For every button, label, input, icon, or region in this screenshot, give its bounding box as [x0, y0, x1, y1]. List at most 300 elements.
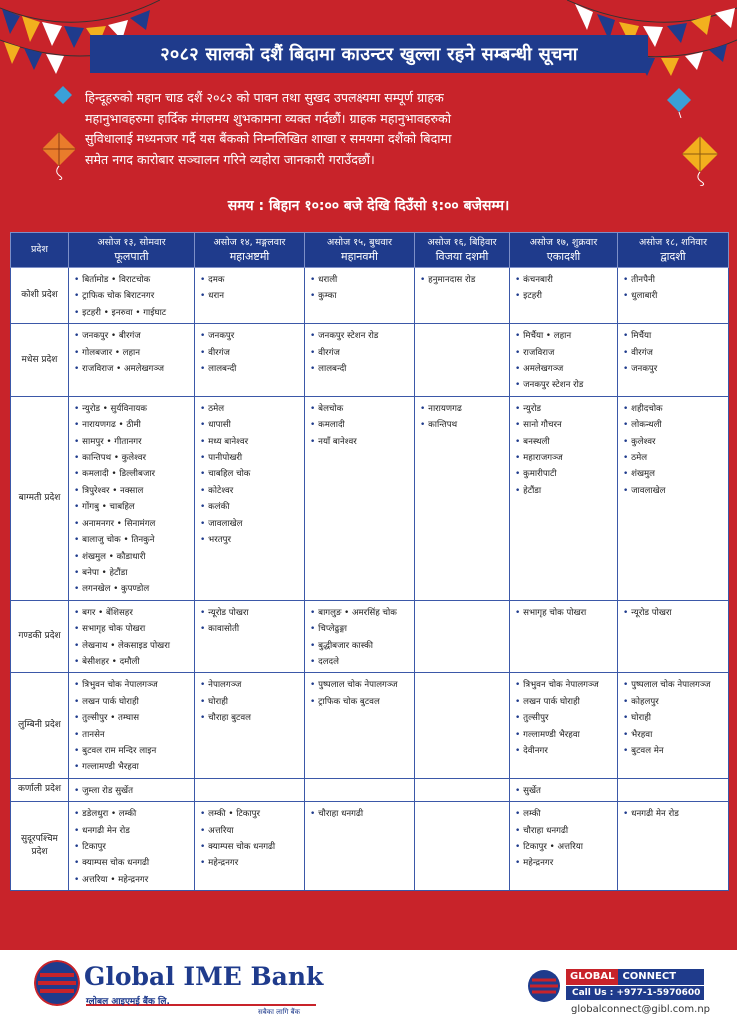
branch-name: कुम्का: [318, 291, 337, 302]
bullet-icon: •: [310, 275, 319, 285]
bullet-icon: •: [515, 825, 524, 836]
bullet-icon: •: [74, 453, 83, 464]
branch-line: [200, 516, 301, 532]
branch-cell: [618, 324, 729, 397]
branch-line: [74, 638, 191, 654]
branch-line: [74, 516, 191, 532]
branch-name: टिकापुर • अत्तरिया: [523, 842, 583, 852]
branch-name: ठमेल: [631, 453, 648, 464]
branch-name: अत्तरिया • महेन्द्रनगर: [82, 874, 149, 885]
branch-line: [200, 417, 301, 433]
branch-line: [74, 806, 191, 822]
branch-name: क्याम्पस चोक धनगढी: [208, 842, 276, 852]
branch-line: [200, 621, 301, 637]
branch-line: [623, 401, 725, 417]
branch-name: सामपुर • गीतानगर: [82, 436, 142, 447]
branch-line: [200, 483, 301, 499]
column-date-label: असोज १६, बिहिवार: [427, 237, 497, 248]
branch-name: इटहरी: [523, 291, 543, 302]
branch-cell: [195, 396, 305, 600]
bullet-icon: •: [74, 436, 83, 447]
branch-line: [74, 839, 191, 855]
bullet-icon: •: [200, 607, 209, 618]
column-festival-day-label: एकादशी: [546, 250, 581, 263]
call-us-phone[interactable]: Call Us : +977-1-5970600: [566, 986, 704, 1000]
bullet-icon: •: [200, 842, 209, 852]
bullet-icon: •: [515, 485, 524, 496]
bullet-icon: •: [623, 453, 632, 464]
bullet-icon: •: [200, 420, 209, 431]
table-row: [11, 778, 729, 801]
bullet-icon: •: [74, 420, 83, 431]
branch-line: [515, 345, 614, 361]
branch-name: नारायणगढ • ठीमी: [82, 420, 141, 431]
bullet-icon: •: [200, 713, 209, 724]
branch-line: [74, 710, 191, 726]
branch-line: [74, 759, 191, 775]
branch-cell: [415, 268, 510, 324]
bullet-icon: •: [310, 656, 319, 667]
branch-line: [200, 466, 301, 482]
branch-name: धनगढी मेन रोड: [631, 809, 679, 820]
bullet-icon: •: [74, 745, 83, 756]
intro-line: समेत नगद कारोबार सञ्चालन गरिने व्यहोरा जानकारी गराउँदछौं।: [85, 151, 375, 167]
bullet-icon: •: [623, 291, 632, 302]
bullet-icon: •: [74, 842, 83, 852]
branch-line: [74, 872, 191, 888]
bullet-icon: •: [515, 275, 524, 285]
bullet-icon: •: [515, 729, 524, 740]
branch-name: न्यूरोड पोखरा: [631, 607, 672, 618]
bullet-icon: •: [200, 624, 209, 635]
branch-line: [623, 450, 725, 466]
branch-line: [200, 677, 301, 693]
branch-cell: [415, 396, 510, 600]
branch-name: न्यूरोड पोखरा: [208, 607, 249, 618]
bullet-icon: •: [515, 380, 524, 391]
branch-name: बुद्धीबजार कास्की: [318, 640, 373, 651]
branch-name: जावलाखेल: [631, 485, 666, 496]
branch-line: [515, 855, 614, 871]
bullet-icon: •: [200, 403, 209, 414]
bullet-icon: •: [200, 825, 209, 836]
branch-name: वीरगंज: [208, 347, 230, 358]
bank-name: Global IME Bank: [84, 962, 324, 991]
bullet-icon: •: [200, 809, 209, 820]
branch-name: लगनखेल • कुपण्डोल: [82, 584, 150, 595]
branch-cell: [510, 802, 618, 891]
branch-cell: [69, 600, 195, 673]
bullet-icon: •: [623, 403, 632, 414]
branch-line: [310, 328, 411, 344]
branch-line: [74, 305, 191, 321]
bullet-icon: •: [623, 745, 632, 756]
bullet-icon: •: [74, 762, 83, 773]
branch-name: ट्राफिक चोक बुटवल: [318, 696, 380, 707]
branch-name: न्युरोड • सुर्यविनायक: [82, 403, 147, 414]
branch-name: जनकपुर स्टेशन रोड: [318, 331, 379, 342]
branch-cell: [510, 600, 618, 673]
branch-line: [74, 694, 191, 710]
bullet-icon: •: [623, 364, 632, 375]
branch-name: वीरगंज: [318, 347, 340, 358]
branch-name: कोटेश्वर: [208, 485, 234, 496]
bullet-icon: •: [74, 825, 83, 836]
intro-line: सुविधालाई मध्यनजर गर्दै यस बैंकको निम्नलिखित शाखा र समयमा दशैंको बिदामा: [85, 131, 452, 146]
branch-line: [200, 345, 301, 361]
branch-line: [74, 605, 191, 621]
bullet-icon: •: [623, 469, 632, 480]
kite-icon: [42, 132, 76, 180]
bank-slogan: सबैका लागि बैंक: [258, 1008, 301, 1016]
branch-cell: [305, 396, 415, 600]
branch-line: [515, 328, 614, 344]
branch-line: [310, 621, 411, 637]
branch-line: [623, 417, 725, 433]
column-header-date: [305, 233, 415, 268]
branch-cell: [415, 673, 510, 778]
bullet-icon: •: [515, 745, 524, 756]
bullet-icon: •: [74, 502, 83, 513]
branch-line: [515, 677, 614, 693]
branch-line: [74, 621, 191, 637]
branch-name: तुल्सीपुर • तम्घास: [82, 713, 140, 724]
branch-name: अत्तरिया: [208, 825, 234, 836]
branch-line: [310, 434, 411, 450]
bullet-icon: •: [74, 403, 83, 414]
bullet-icon: •: [200, 502, 209, 513]
branch-line: [74, 345, 191, 361]
table-row: [11, 673, 729, 778]
branch-line: [74, 855, 191, 871]
branch-line: [515, 823, 614, 839]
branch-line: [515, 727, 614, 743]
province-name: सुदूरपश्चिम प्रदेश: [11, 802, 69, 891]
bullet-icon: •: [74, 364, 83, 375]
column-header-date: [195, 233, 305, 268]
branch-name: लखन पार्क घोराही: [523, 696, 580, 707]
branch-name: ट्राफिक चोक बिराटनगर: [82, 291, 155, 302]
branch-line: [310, 677, 411, 693]
branch-name: राजविराज • अमलेखगञ्ज: [82, 364, 165, 375]
branch-line: [74, 417, 191, 433]
branch-line: [623, 345, 725, 361]
bank-logo-icon: [34, 960, 80, 1006]
branch-line: [623, 806, 725, 822]
branch-line: [623, 743, 725, 759]
branch-name: धराली: [318, 275, 338, 285]
branch-name: बनस्थली: [523, 436, 550, 447]
branch-line: [74, 466, 191, 482]
bullet-icon: •: [74, 809, 83, 820]
bullet-icon: •: [623, 729, 632, 740]
branch-name: अनामनगर • सिनामंगल: [82, 518, 156, 529]
branch-cell: [618, 778, 729, 801]
bullet-icon: •: [420, 420, 429, 431]
branch-name: चिप्लेढुङ्गा: [318, 624, 347, 635]
branch-name: भैरहवा: [631, 729, 653, 740]
branch-cell: [618, 600, 729, 673]
branch-name: इटहरी • इनरुवा • गाईघाट: [82, 307, 167, 318]
branch-line: [200, 839, 301, 855]
global-connect-word-1: GLOBAL: [566, 969, 618, 985]
bullet-icon: •: [200, 680, 209, 691]
branch-line: [200, 806, 301, 822]
province-name: गण्डकी प्रदेश: [11, 600, 69, 673]
table-body: [11, 268, 729, 891]
bullet-icon: •: [74, 680, 83, 691]
branch-cell: [195, 778, 305, 801]
bullet-icon: •: [515, 607, 524, 618]
column-header-date: [415, 233, 510, 268]
kite-icon: [682, 136, 718, 186]
bullet-icon: •: [200, 858, 209, 869]
bullet-icon: •: [74, 624, 83, 635]
bullet-icon: •: [515, 809, 524, 820]
bullet-icon: •: [74, 656, 83, 667]
branch-line: [623, 466, 725, 482]
branch-name: कमलादी: [318, 420, 345, 431]
branch-line: [200, 450, 301, 466]
branch-name: जनकपुर: [631, 364, 658, 375]
branch-line: [310, 417, 411, 433]
bullet-icon: •: [310, 403, 319, 414]
branch-cell: [415, 600, 510, 673]
branch-name: बागलुङ • अमरसिंह चोक: [318, 607, 397, 618]
branch-line: [200, 532, 301, 548]
bullet-icon: •: [74, 275, 83, 285]
branch-line: [515, 783, 614, 799]
branch-cell: [618, 268, 729, 324]
branch-name: लालबन्दी: [318, 364, 347, 375]
branch-line: [310, 806, 411, 822]
branch-line: [74, 677, 191, 693]
branch-name: मिर्चैया: [631, 331, 652, 342]
branch-name: बेसीशहर • दमौली: [82, 656, 140, 667]
bullet-icon: •: [623, 713, 632, 724]
branch-name: बालाजु चोक • तिनकुने: [82, 535, 155, 546]
bullet-icon: •: [200, 291, 209, 302]
bullet-icon: •: [623, 607, 632, 618]
branch-name: गल्लामण्डी भैरहवा: [523, 729, 580, 740]
branch-line: [74, 654, 191, 670]
branch-line: [74, 272, 191, 288]
branch-name: कलंकी: [208, 502, 230, 513]
branch-schedule-table: [10, 232, 729, 891]
branch-name: जनकपुर: [208, 331, 235, 342]
branch-name: कान्तिपथ • कुलेश्वर: [82, 453, 147, 464]
branch-cell: [69, 802, 195, 891]
branch-cell: [69, 396, 195, 600]
branch-name: ठमेल: [208, 403, 225, 414]
branch-cell: [195, 324, 305, 397]
branch-line: [74, 450, 191, 466]
branch-cell: [69, 268, 195, 324]
branch-line: [200, 499, 301, 515]
branch-line: [420, 401, 506, 417]
branch-line: [74, 727, 191, 743]
column-festival-day-label: विजया दशमी: [435, 250, 489, 263]
kite-icon: [54, 86, 72, 108]
column-header-date: [618, 233, 729, 268]
branch-line: [200, 605, 301, 621]
branch-name: हेटौंडा: [523, 485, 542, 496]
bullet-icon: •: [310, 680, 319, 691]
notice-title: २०८२ सालको दशैं बिदामा काउन्टर खुल्ला रहने सम्बन्धी सूचना: [160, 44, 578, 65]
branch-name: न्युरोड: [523, 403, 542, 414]
bullet-icon: •: [515, 364, 524, 375]
branch-line: [200, 272, 301, 288]
branch-line: [515, 483, 614, 499]
branch-line: [200, 855, 301, 871]
branch-line: [310, 361, 411, 377]
table-row: [11, 268, 729, 324]
contact-email-link[interactable]: globalconnect@gibl.com.np: [571, 1004, 711, 1015]
bullet-icon: •: [515, 680, 524, 691]
branch-line: [200, 361, 301, 377]
branch-line: [74, 823, 191, 839]
branch-name: मिर्चैया • लहान: [523, 331, 572, 342]
branch-cell: [510, 324, 618, 397]
branch-name: बगर • बेंशिसहर: [82, 607, 133, 618]
column-date-label: असोज १७, शुक्रवार: [529, 237, 598, 248]
branch-name: कावासोती: [208, 624, 240, 635]
branch-name: कुमारीपाटी: [523, 469, 557, 480]
branch-name: लेखनाथ • लेकसाइड पोखरा: [82, 640, 170, 651]
branch-line: [623, 694, 725, 710]
branch-line: [623, 483, 725, 499]
branch-line: [515, 466, 614, 482]
branch-cell: [415, 324, 510, 397]
bullet-icon: •: [623, 680, 632, 691]
column-date-label: असोज १५, बुधवार: [326, 237, 393, 248]
branch-line: [74, 549, 191, 565]
branch-line: [310, 605, 411, 621]
branch-line: [420, 417, 506, 433]
branch-name: देवीनगर: [523, 745, 548, 756]
branch-line: [200, 434, 301, 450]
service-time: समय : बिहान १०:०० बजे देखि दिउँसो १:०० बजेसम्म।: [227, 198, 510, 214]
branch-name: चौराहा धनगढी: [318, 809, 364, 820]
column-header-province: [11, 233, 69, 268]
branch-name: मध्य बानेश्वर: [208, 436, 249, 447]
global-connect-title: [566, 969, 704, 985]
branch-line: [74, 783, 191, 799]
branch-line: [515, 605, 614, 621]
bullet-icon: •: [74, 729, 83, 740]
branch-line: [310, 654, 411, 670]
column-festival-day-label: महानवमी: [341, 250, 378, 263]
branch-cell: [69, 324, 195, 397]
bullet-icon: •: [310, 607, 319, 618]
bullet-icon: •: [515, 347, 524, 358]
branch-name: कंचनबारी: [523, 275, 553, 285]
branch-line: [74, 328, 191, 344]
branch-line: [74, 288, 191, 304]
bullet-icon: •: [310, 436, 319, 447]
branch-cell: [618, 673, 729, 778]
branch-line: [515, 272, 614, 288]
branch-line: [515, 743, 614, 759]
bullet-icon: •: [74, 607, 83, 618]
bullet-icon: •: [200, 485, 209, 496]
bullet-icon: •: [200, 469, 209, 480]
branch-cell: [510, 268, 618, 324]
bullet-icon: •: [310, 696, 319, 707]
branch-name: बेलचोक: [318, 403, 344, 414]
bullet-icon: •: [515, 713, 524, 724]
branch-line: [310, 272, 411, 288]
branch-name: लखन पार्क घोराही: [82, 696, 139, 707]
bullet-icon: •: [200, 453, 209, 464]
bullet-icon: •: [310, 420, 319, 431]
branch-line: [310, 345, 411, 361]
bullet-icon: •: [200, 331, 209, 342]
bullet-icon: •: [515, 331, 524, 342]
branch-line: [74, 532, 191, 548]
bullet-icon: •: [74, 469, 83, 480]
bullet-icon: •: [74, 696, 83, 707]
bullet-icon: •: [420, 275, 429, 285]
branch-cell: [305, 600, 415, 673]
branch-name: जनकपुर स्टेशन रोड: [523, 380, 584, 391]
branch-name: कुलेश्वर: [631, 436, 656, 447]
table-row: [11, 802, 729, 891]
branch-line: [623, 727, 725, 743]
province-name: कर्णाली प्रदेश: [11, 778, 69, 801]
column-header-date: [510, 233, 618, 268]
branch-name: लम्की • टिकापुर: [208, 809, 260, 820]
branch-line: [623, 272, 725, 288]
province-name: लुम्बिनी प्रदेश: [11, 673, 69, 778]
branch-name: बनेपा • हेटौंडा: [82, 567, 128, 578]
intro-paragraph: [85, 88, 685, 170]
branch-name: शंखमुल: [631, 469, 656, 480]
branch-name: गोंगबु • चाबहिल: [82, 502, 135, 513]
column-header-date: [69, 233, 195, 268]
branch-name: लालबन्दी: [208, 364, 237, 375]
branch-name: घोराही: [208, 696, 229, 707]
bullet-icon: •: [74, 713, 83, 724]
branch-line: [310, 694, 411, 710]
branch-line: [200, 694, 301, 710]
branch-name: त्रिभुवन चोक नेपालगञ्ज: [523, 680, 599, 691]
branch-name: कमलादी • डिल्लीबजार: [82, 469, 156, 480]
column-date-label: असोज १३, सोमवार: [97, 237, 166, 248]
bullet-icon: •: [515, 696, 524, 707]
branch-cell: [305, 268, 415, 324]
bullet-icon: •: [515, 403, 524, 414]
branch-line: [310, 288, 411, 304]
branch-cell: [195, 268, 305, 324]
bullet-icon: •: [310, 624, 319, 635]
branch-line: [623, 605, 725, 621]
branch-cell: [305, 324, 415, 397]
branch-name: वीरगंज: [631, 347, 653, 358]
table-header-row: [11, 233, 729, 268]
branch-line: [74, 565, 191, 581]
branch-name: जुम्ला रोड सुर्खेत: [82, 785, 133, 796]
branch-line: [623, 328, 725, 344]
bullet-icon: •: [200, 518, 209, 529]
branch-name: चौराहा धनगढी: [523, 825, 569, 836]
branch-line: [74, 499, 191, 515]
branch-line: [515, 839, 614, 855]
branch-line: [515, 377, 614, 393]
branch-line: [515, 417, 614, 433]
branch-name: धनगढी मेन रोड: [82, 825, 130, 836]
branch-name: शंखमुल • कौडाधारी: [82, 551, 146, 562]
